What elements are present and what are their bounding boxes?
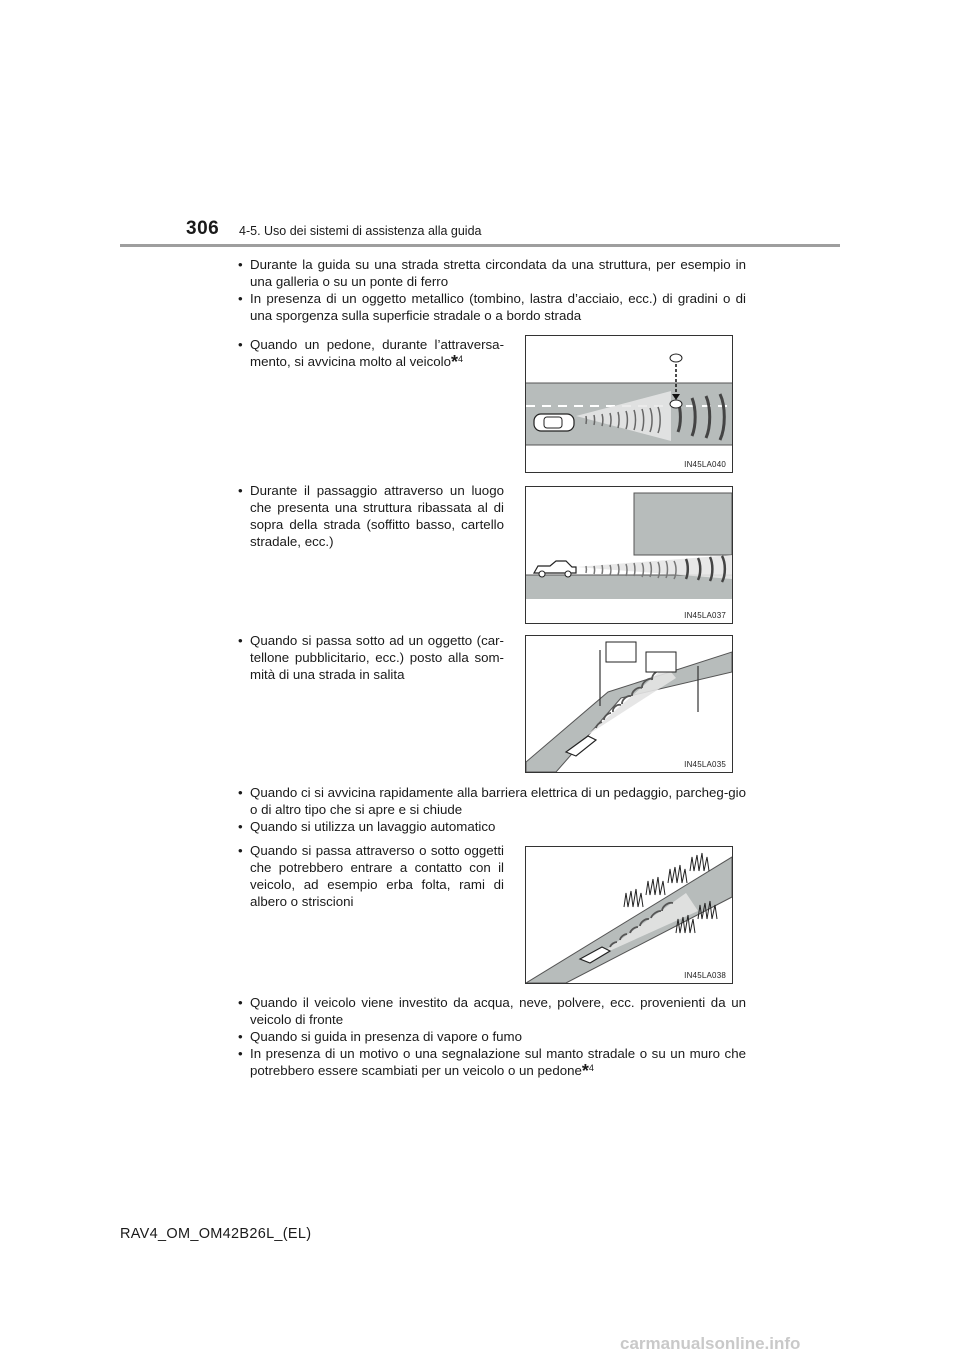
low-structure-illustration: [525, 486, 733, 624]
list-item: [238, 336, 504, 370]
figure-1-caption: [238, 336, 504, 370]
list-item: • Quando ci si avvicina rapidamente alla barriera elettrica di un pedaggio, parcheg-gio o di altro tipo che si apre e si chiude: [238, 784, 746, 818]
footnote-asterisk: *: [451, 352, 459, 372]
list-item: • Durante il passaggio attraverso un luogo che presenta una struttura ribassata al di sopra della strada (soffitto basso, cartello stradale, ecc.): [238, 482, 504, 550]
header-divider: [120, 244, 840, 247]
figure-2-caption: [238, 482, 504, 550]
list-item: • Durante la guida su una strada stretta circondata da una struttura, per esempio in una galleria o su un ponte di ferro: [238, 256, 746, 290]
list-item: • Quando il veicolo viene investito da acqua, neve, polvere, ecc. provenienti da un veicolo di fronte: [238, 994, 746, 1028]
watermark: carmanualsonline.info: [620, 1334, 801, 1353]
list-item: • Quando si passa sotto ad un oggetto (car-tellone pubblicitario, ecc.) posto alla som-mità di una strada in salita: [238, 632, 504, 683]
figure-code: IN45LA035: [684, 760, 726, 769]
list-item: • Quando si utilizza un lavaggio automatico: [238, 818, 746, 835]
uphill-sign-illustration: [525, 635, 733, 773]
page-number: 306: [186, 218, 220, 239]
list-item: • In presenza di un oggetto metallico (tombino, lastra d’acciaio, ecc.) di gradini o di una sporgenza sulla superficie stradale o a bordo strada: [238, 290, 746, 324]
figure-code: IN45LA037: [684, 611, 726, 620]
bullet-list-top: [238, 256, 746, 324]
list-item-text: Quando un pedone, durante l’attraversa-mento, si avvicina molto al veicolo: [250, 337, 504, 369]
tall-grass-illustration: [525, 846, 733, 984]
figure-4-caption: [238, 842, 504, 910]
figure-code: IN45LA040: [684, 460, 726, 469]
bullet-list-bottom: [238, 994, 746, 1079]
list-item: [238, 1045, 746, 1079]
section-title: 4-5. Uso dei sistemi di assistenza alla guida: [239, 224, 482, 238]
pedestrian-crossing-illustration: [525, 335, 733, 473]
figure-code: IN45LA038: [684, 971, 726, 980]
figure-3-caption: [238, 632, 504, 683]
document-code: RAV4_OM_OM42B26L_(EL): [120, 1226, 312, 1242]
footnote-asterisk: *: [581, 1061, 589, 1081]
list-item: • Quando si passa attraverso o sotto oggetti che potrebbero entrare a contatto con il veicolo, ad esempio erba folta, rami di albero o striscioni: [238, 842, 504, 910]
footnote-number: 4: [458, 354, 464, 364]
list-item: • Quando si guida in presenza di vapore o fumo: [238, 1028, 746, 1045]
bullet-list-middle: [238, 784, 746, 835]
footnote-number: 4: [588, 1063, 594, 1073]
list-item-text: In presenza di un motivo o una segnalazione sul manto stradale o su un muro che potrebbero essere scambiati per un veicolo o un pedone: [250, 1046, 746, 1078]
